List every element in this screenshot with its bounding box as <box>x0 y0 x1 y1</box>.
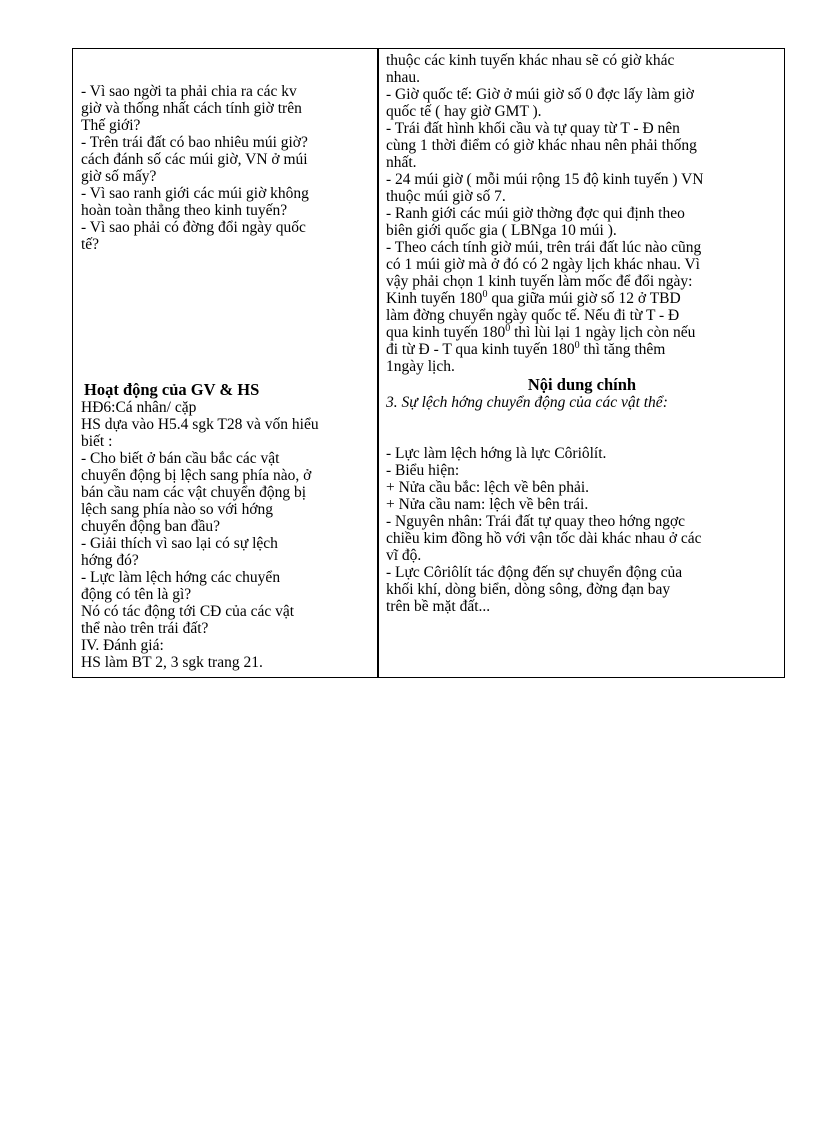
degree-mark: 0 <box>482 289 488 300</box>
answer-line <box>386 290 778 307</box>
questions-block <box>81 83 369 253</box>
answer-line: nhau. <box>386 69 421 86</box>
answer-line: quốc tế ( hay giờ GMT ). <box>386 103 542 120</box>
degree-mark: 0 <box>574 340 580 351</box>
answer-line: - 24 múi giờ ( mỗi múi rộng 15 độ kinh tuyến ) VN <box>386 171 704 188</box>
activity-line: thể nào trên trái đất? <box>81 620 209 637</box>
answers-top-block <box>386 52 778 375</box>
spacer <box>81 49 369 83</box>
activity-line: HS làm BT 2, 3 sgk trang 21. <box>81 654 263 671</box>
activity-header: Hoạt động của GV & HS <box>84 380 260 399</box>
answer-line: + Nửa cầu bắc: lệch về bên phải. <box>386 479 590 496</box>
activity-line: - Cho biết ở bán cầu bắc các vật <box>81 450 280 467</box>
activity-line: chuyển động bị lệch sang phía nào, ở <box>81 467 312 484</box>
answer-line: làm đờng chuyển ngày quốc tế. Nếu đi từ T - Đ <box>386 307 680 324</box>
answer-line: - Lực Côriôlít tác động đến sự chuyển động của <box>386 564 683 581</box>
question-line: giờ số mấy? <box>81 168 157 185</box>
question-line: Thế giới? <box>81 117 141 134</box>
question-line: giờ và thống nhất cách tính giờ trên <box>81 100 302 117</box>
question-line: cách đánh số các múi giờ, VN ở múi <box>81 151 308 168</box>
answer-line: biên giới quốc gia ( LBNga 10 múi ). <box>386 222 617 239</box>
answer-line: - Nguyên nhân: Trái đất tự quay theo hớng ngợc <box>386 513 686 530</box>
line-text: thì tăng thêm <box>579 341 666 358</box>
answer-line: + Nửa cầu nam: lệch về bên trái. <box>386 496 589 513</box>
line-text: đi từ Đ - T qua kinh tuyến 180 <box>386 341 575 358</box>
spacer <box>81 253 369 380</box>
answer-line: vậy phải chọn 1 kinh tuyến làm mốc để đổi ngày: <box>386 273 693 290</box>
lesson-table <box>72 48 785 678</box>
answer-line: nhất. <box>386 154 417 171</box>
answer-line: chiều kim đồng hồ với vận tốc dài khác nhau ở các <box>386 530 702 547</box>
question-line: - Trên trái đất có bao nhiêu múi giờ? <box>81 134 308 151</box>
answer-line: khối khí, dòng biển, dòng sông, đờng đạn bay <box>386 581 671 598</box>
activity-line: - Lực làm lệch hớng các chuyển <box>81 569 281 586</box>
answer-line: thuộc múi giờ số 7. <box>386 188 506 205</box>
answer-line: - Trái đất hình khối cầu và tự quay từ T - Đ nên <box>386 120 680 137</box>
left-column <box>73 49 377 671</box>
line-text: thì lùi lại 1 ngày lịch còn nếu <box>510 324 696 341</box>
activity-line: động có tên là gì? <box>81 586 192 603</box>
activity-line: hớng đó? <box>81 552 139 569</box>
answer-line: - Lực làm lệch hớng là lực Côriôlít. <box>386 445 607 462</box>
answer-line: - Ranh giới các múi giờ thờng đợc qui định theo <box>386 205 685 222</box>
answer-line <box>386 324 778 341</box>
question-line: hoàn toàn thẳng theo kinh tuyến? <box>81 202 288 219</box>
question-line: tế? <box>81 236 100 253</box>
answer-line <box>386 341 778 358</box>
degree-mark: 0 <box>505 323 511 334</box>
answer-line: trên bề mặt đất... <box>386 598 491 615</box>
answers-bottom-block <box>386 445 778 615</box>
content-header: Nội dung chính <box>527 375 637 394</box>
answer-line: - Theo cách tính giờ múi, trên trái đất lúc nào cũng <box>386 239 702 256</box>
activity-line: HS dựa vào H5.4 sgk T28 và vốn hiểu <box>81 416 319 433</box>
activity-line: Nó có tác động tới CĐ của các vật <box>81 603 295 620</box>
activity-line: chuyển động ban đầu? <box>81 518 221 535</box>
activity-line: biết : <box>81 433 113 450</box>
spacer <box>386 411 778 445</box>
section-title-text: 3. Sự lệch hớng chuyển động của các vật thể: <box>386 394 668 411</box>
answer-line: - Biểu hiện: <box>386 462 460 479</box>
question-line: - Vì sao ngời ta phải chia ra các kv <box>81 83 297 100</box>
answer-line: - Giờ quốc tế: Giờ ở múi giờ số 0 đợc lấy làm giờ <box>386 86 694 103</box>
line-text: Kinh tuyến 180 <box>386 290 483 307</box>
activity-line: lệch sang phía nào so với hớng <box>81 501 274 518</box>
question-line: - Vì sao ranh giới các múi giờ không <box>81 185 309 202</box>
activity-line: - Giải thích vì sao lại có sự lệch <box>81 535 278 552</box>
section-title <box>386 394 778 411</box>
activity-line: IV. Đánh giá: <box>81 637 164 654</box>
line-text: qua kinh tuyến 180 <box>386 324 506 341</box>
answer-line: vĩ độ. <box>386 547 422 564</box>
answer-line: có 1 múi giờ mà ở đó có 2 ngày lịch khác nhau. Vì <box>386 256 700 273</box>
activity-block <box>81 399 369 671</box>
line-text: qua giữa múi giờ số 12 ở TBD <box>487 290 681 307</box>
question-line: - Vì sao phải có đờng đổi ngày quốc <box>81 219 306 236</box>
answer-line: 1ngày lịch. <box>386 358 455 375</box>
answer-line: cùng 1 thời điểm có giờ khác nhau nên phải thống <box>386 137 697 154</box>
answer-line: thuộc các kinh tuyến khác nhau sẽ có giờ khác <box>386 52 675 69</box>
activity-line: bán cầu nam các vật chuyển động bị <box>81 484 307 501</box>
activity-line: HĐ6:Cá nhân/ cặp <box>81 399 197 416</box>
right-column <box>379 49 784 615</box>
